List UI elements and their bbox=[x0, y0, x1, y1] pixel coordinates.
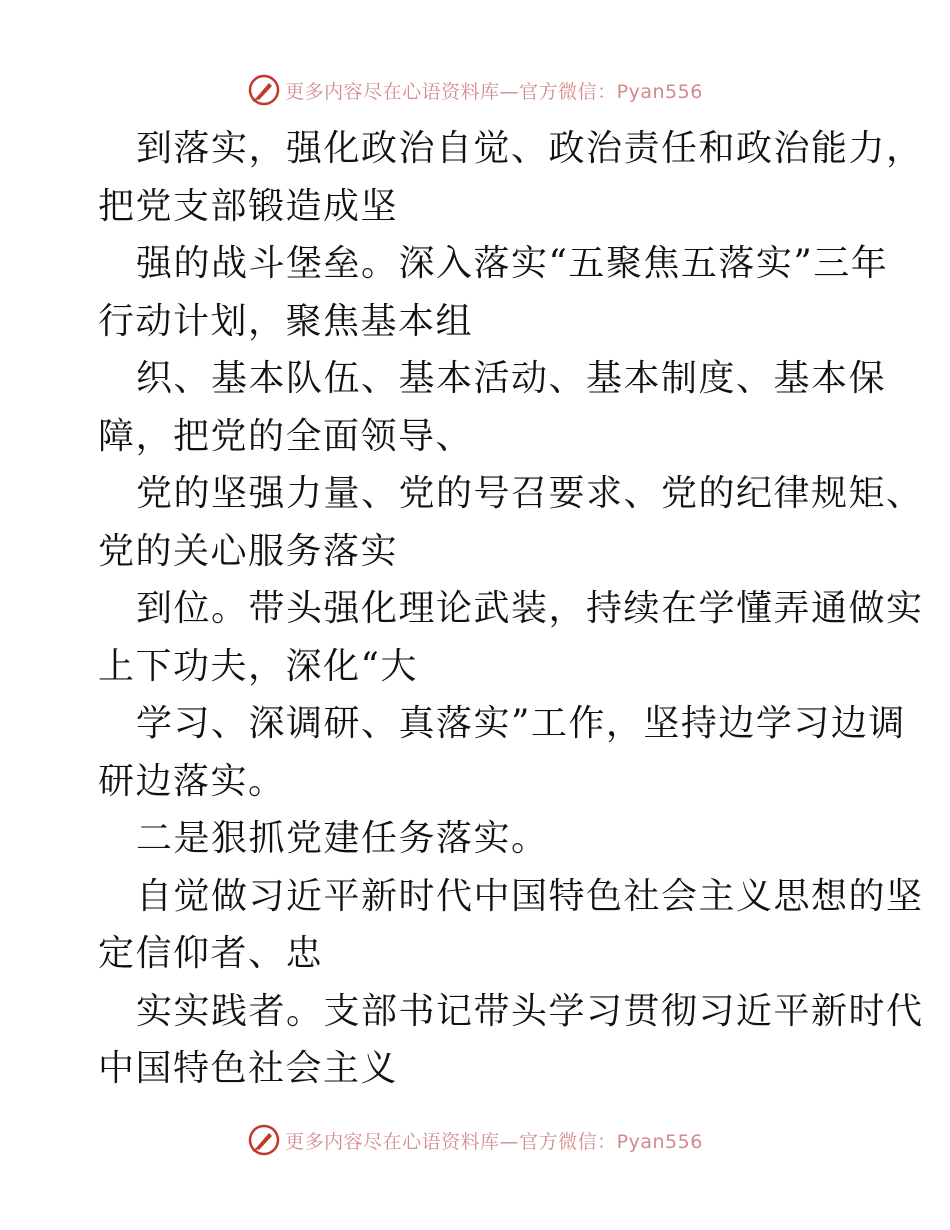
section-heading: 二是狠抓党建任务落实。 bbox=[136, 818, 549, 859]
text-line: 党的关心服务落实 bbox=[98, 530, 399, 572]
ink-pen-circle-icon bbox=[247, 1123, 281, 1157]
text-line: 到落实，强化政治自觉、政治责任和政治能力， bbox=[136, 128, 924, 169]
text-line: 研边落实。 bbox=[98, 760, 286, 802]
footer-banner-text: 更多内容尽在心语资料库—官方微信：Pyan556 bbox=[285, 1130, 703, 1153]
text-line: 实实践者。支部书记带头学习贯彻习近平新时代 bbox=[136, 990, 924, 1032]
text-line: 织、基本队伍、基本活动、基本制度、基本保 bbox=[136, 358, 887, 399]
text-line: 自觉做习近平新时代中国特色社会主义思想的坚 bbox=[136, 875, 924, 917]
text-line: 强的战斗堡垒。深入落实“五聚焦五落实”三年 bbox=[136, 243, 889, 284]
header-banner-text: 更多内容尽在心语资料库—官方微信：Pyan556 bbox=[285, 80, 703, 103]
text-line: 学习、深调研、真落实”工作，坚持边学习边调 bbox=[136, 703, 906, 744]
text-line: 上下功夫，深化“大 bbox=[98, 645, 418, 687]
ink-pen-circle-icon bbox=[247, 73, 281, 107]
text-line: 行动计划，聚焦基本组 bbox=[98, 300, 474, 342]
text-line: 定信仰者、忠 bbox=[98, 933, 324, 974]
text-line: 到位。带头强化理论武装，持续在学懂弄通做实 bbox=[136, 588, 924, 629]
text-line: 中国特色社会主义 bbox=[98, 1048, 399, 1089]
footer-banner bbox=[0, 1120, 950, 1160]
header-banner bbox=[0, 70, 950, 110]
text-line: 障，把党的全面领导、 bbox=[98, 415, 474, 457]
text-line: 把党支部锻造成坚 bbox=[98, 185, 399, 227]
text-line: 党的坚强力量、党的号召要求、党的纪律规矩、 bbox=[136, 473, 924, 514]
document-body bbox=[98, 120, 924, 1098]
